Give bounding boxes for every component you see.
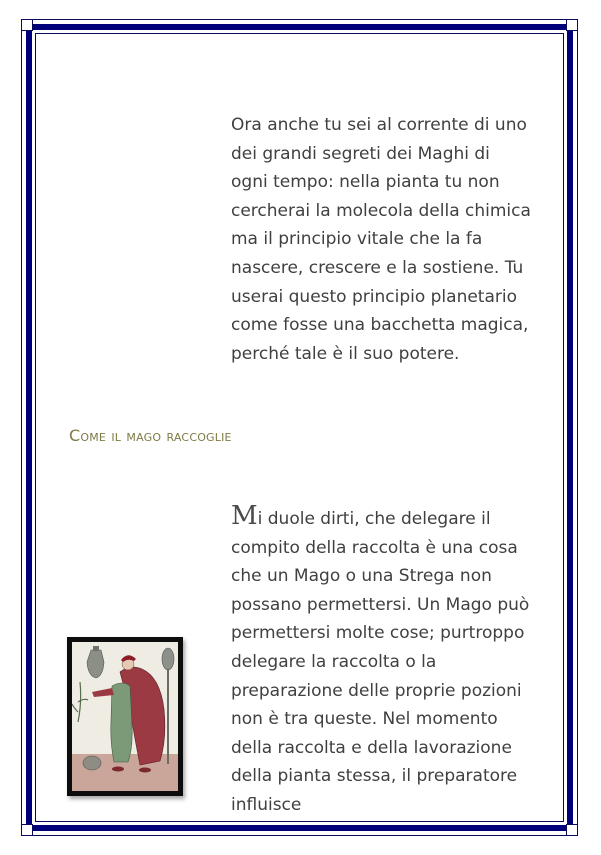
paragraph-text: i duole dirti, che delegare il compito della raccolta è una cosa che un Mago o una Strega non possano permettersi. Un Mago può permettersi molte cose; purtroppo delegare la raccolta o la preparazione delle proprie pozioni non è tra queste. Nel momento della raccolta e della lavorazione della pianta stessa, il preparatore influisce — [231, 509, 530, 815]
section-heading: Come il mago raccoglie — [69, 426, 232, 445]
border-corner-ornament — [21, 824, 33, 836]
illustration-frame — [67, 637, 183, 796]
drop-cap: M — [231, 501, 258, 531]
border-corner-ornament — [21, 19, 33, 31]
border-corner-ornament — [566, 824, 578, 836]
herbalist-illustration-image — [72, 642, 178, 791]
body-paragraph — [231, 501, 531, 820]
body-paragraph: Ora anche tu sei al corrente di uno dei grandi segreti dei Maghi di ogni tempo: nella pianta tu non cercherai la molecola della chimica ma il principio vitale che la fa nascere, crescere e la sostiene. Tu userai questo principio planetario come fosse una bacchetta magica, perché tale è il suo potere. — [231, 115, 531, 364]
border-corner-ornament — [566, 19, 578, 31]
